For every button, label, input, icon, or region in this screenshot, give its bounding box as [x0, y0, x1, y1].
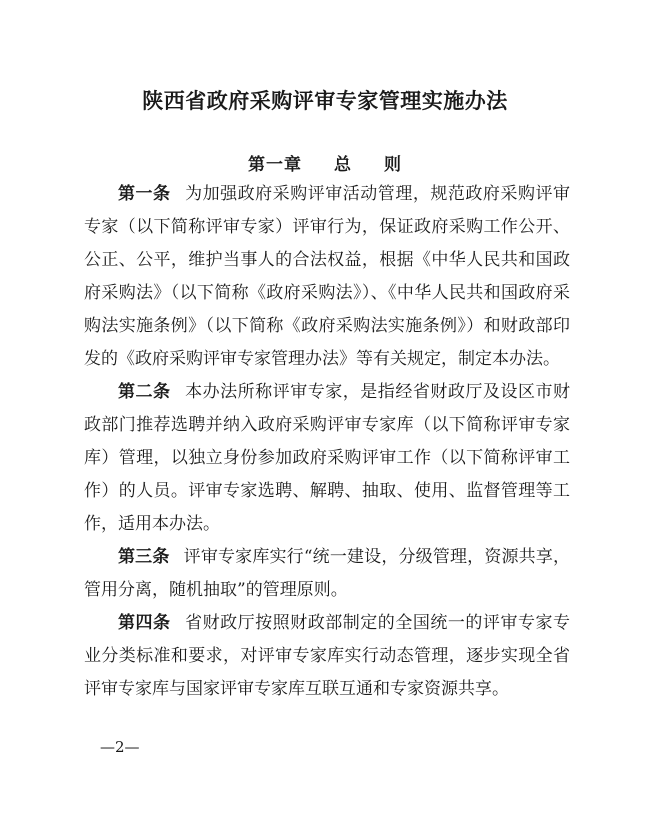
- document-title: 陕西省政府采购评审专家管理实施办法: [142, 88, 508, 113]
- article-2-text: 本办法所称评审专家，是指经省财政厅及设区市财政部门推荐选聘并纳入政府采购评审专家库（以下简称评审专家库）管理，以独立身份参加政府采购评审工作（以下简称评审工作）的人员。评审专家选聘、解聘、抽取、使用、监督管理等工作，适用本办法。: [84, 382, 571, 534]
- chapter-number: 第一章: [248, 155, 302, 175]
- document-body: [84, 178, 570, 706]
- article-4-lead: 第四条: [118, 613, 171, 633]
- chapter-name-second: 则: [384, 155, 402, 175]
- article-4: [84, 607, 570, 706]
- article-1-text: 为加强政府采购评审活动管理，规范政府采购评审专家（以下简称评审专家）评审行为，保证政府采购工作公开、公正、公平，维护当事人的合法权益，根据《中华人民共和国政府采购法》（以下简称《政府采购法》）、《中华人民共和国政府采购法实施条例》（以下简称《政府采购法实施条例》）和财政部印发的《政府采购评审专家管理办法》等有关规定，制定本办法。: [84, 184, 571, 369]
- article-3-lead: 第三条: [118, 547, 170, 567]
- article-3-text: 评审专家库实行“统一建设，分级管理，资源共享，管用分离，随机抽取”的管理原则。: [84, 547, 570, 600]
- article-1: [84, 178, 570, 376]
- page-number: —2—: [100, 738, 140, 756]
- article-3: [84, 541, 570, 607]
- article-4-text: 省财政厅按照财政部制定的全国统一的评审专家专业分类标准和要求，对评审专家库实行动态管理，逐步实现全省评审专家库与国家评审专家库互联互通和专家资源共享。: [84, 613, 571, 699]
- chapter-name-first: 总: [334, 155, 352, 175]
- article-2: [84, 376, 570, 541]
- article-1-lead: 第一条: [118, 184, 171, 204]
- article-2-lead: 第二条: [118, 382, 171, 402]
- chapter-heading: [0, 150, 650, 175]
